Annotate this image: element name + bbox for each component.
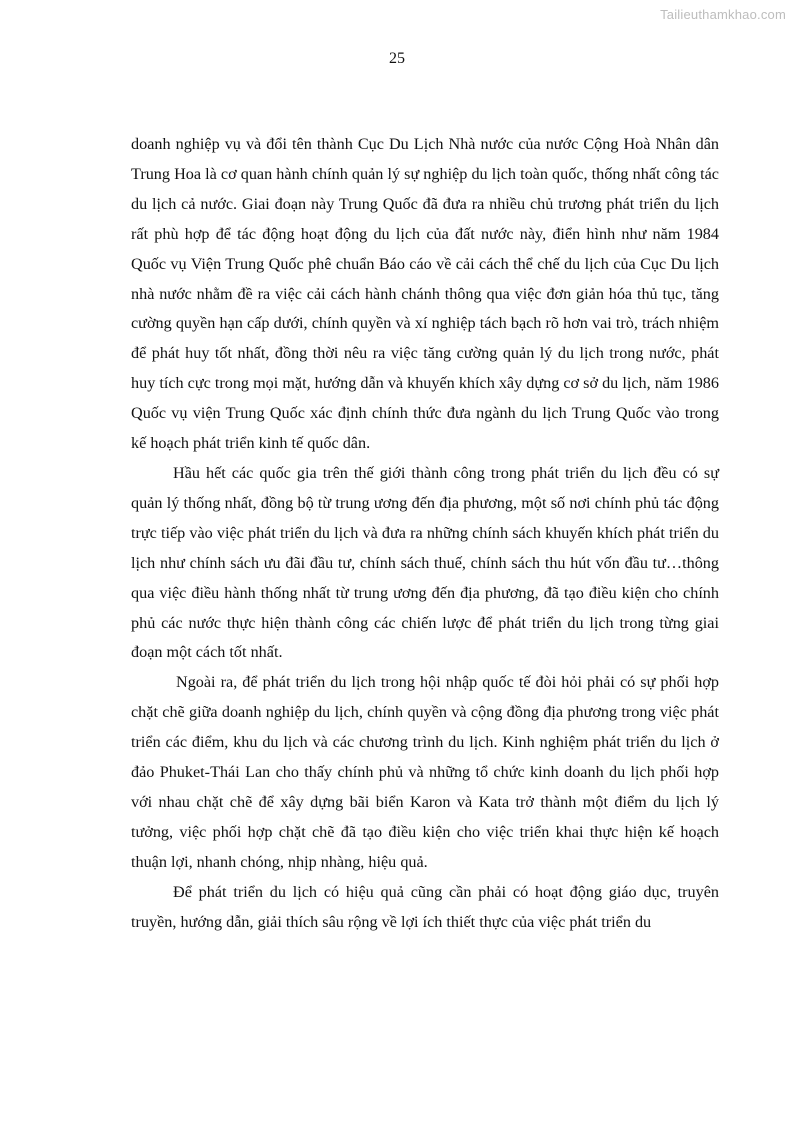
paragraph-1: doanh nghiệp vụ và đổi tên thành Cục Du Lịch Nhà nước của nước Cộng Hoà Nhân dân Trung Hoa là cơ quan hành chính quản lý sự nghiệp du lịch toàn quốc, thống nhất công tác du lịch cả nước. Giai đoạn này Trung Quốc đã đưa ra nhiều chủ trương phát triển du lịch rất phù hợp để tác động hoạt động du lịch của đất nước này, điển hình như năm 1984 Quốc vụ Viện Trung Quốc phê chuẩn Báo cáo về cải cách thể chế du lịch của Cục Du lịch nhà nước nhằm đề ra việc cải cách hành chánh thông qua việc đơn giản hóa thủ tục, tăng cường quyền hạn cấp dưới, chính quyền và xí nghiệp tách bạch rõ hơn vai trò, trách nhiệm để phát huy tốt nhất, đồng thời nêu ra việc tăng cường quản lý du lịch trong nước, phát huy tích cực trong mọi mặt, hướng dẫn và khuyến khích xây dựng cơ sở du lịch, năm 1986 Quốc vụ viện Trung Quốc xác định chính thức đưa ngành du lịch Trung Quốc vào trong kế hoạch phát triển kinh tế quốc dân.	[131, 135, 719, 453]
paragraph-2: Hầu hết các quốc gia trên thế giới thành công trong phát triển du lịch đều có sự quản lý thống nhất, đồng bộ từ trung ương đến địa phương, một số nơi chính phủ tác động trực tiếp vào việc phát triển du lịch và đưa ra những chính sách khuyến khích phát triển du lịch như chính sách ưu đãi đầu tư, chính sách thuế, chính sách thu hút vốn đầu tư…thông qua việc điều hành thống nhất từ trung ương đến địa phương, đã tạo điều kiện cho chính phủ các nước thực hiện thành công các chiến lược để phát triển du lịch trong từng giai đoạn một cách tốt nhất.	[131, 463, 719, 662]
paragraph-3: Ngoài ra, để phát triển du lịch trong hội nhập quốc tế đòi hỏi phải có sự phối hợp chặt chẽ giữa doanh nghiệp du lịch, chính quyền và cộng đồng địa phương trong việc phát triển các điểm, khu du lịch và các chương trình du lịch. Kinh nghiệm phát triển du lịch ở đảo Phuket-Thái Lan cho thấy chính phủ và những tổ chức kinh doanh du lịch phối hợp với nhau chặt chẽ để xây dựng bãi biển Karon và Kata trở thành một điểm du lịch lý tưởng, việc phối hợp chặt chẽ đã tạo điều kiện cho việc triển khai thực hiện kế hoạch thuận lợi, nhanh chóng, nhịp nhàng, hiệu quả.	[131, 673, 719, 871]
document-body	[131, 130, 719, 937]
page-number: 25	[389, 50, 405, 67]
paragraph-4: Để phát triển du lịch có hiệu quả cũng cần phải có hoạt động giáo dục, truyên truyền, hướng dẫn, giải thích sâu rộng về lợi ích thiết thực của việc phát triển du	[131, 882, 719, 931]
watermark-text: Tailieuthamkhao.com	[660, 7, 786, 22]
